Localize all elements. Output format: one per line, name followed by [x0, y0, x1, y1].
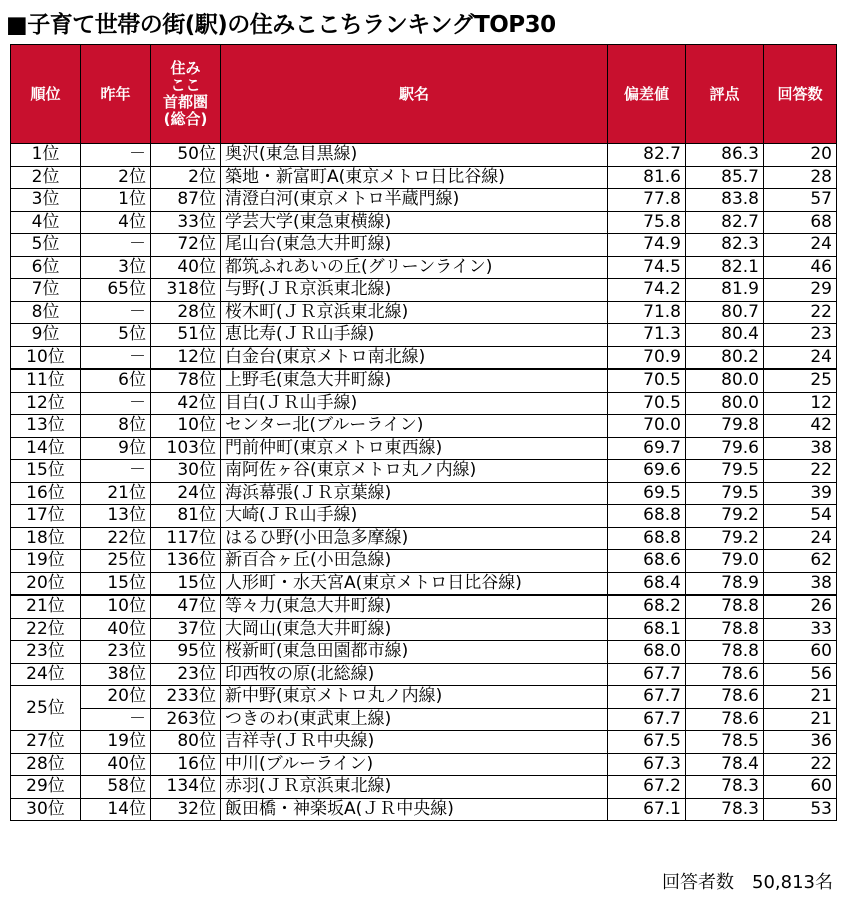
responses-cell: 28	[764, 166, 837, 189]
responses-cell: 36	[764, 731, 837, 754]
metro-rank-cell: 28位	[151, 301, 221, 324]
deviation-cell: 70.5	[608, 369, 686, 392]
metro-rank-cell: 15位	[151, 572, 221, 595]
rank-cell: 8位	[11, 301, 81, 324]
score-cell: 78.3	[686, 776, 764, 799]
rank-cell: 23位	[11, 641, 81, 664]
deviation-cell: 67.2	[608, 776, 686, 799]
table-row	[11, 369, 837, 392]
responses-cell: 23	[764, 324, 837, 347]
station-name-cell: 人形町・水天宮A(東京メトロ日比谷線)	[221, 572, 608, 595]
metro-rank-cell: 37位	[151, 618, 221, 641]
deviation-cell: 81.6	[608, 166, 686, 189]
station-name-cell: 海浜幕張(ＪＲ京葉線)	[221, 482, 608, 505]
metro-rank-cell: 318位	[151, 279, 221, 302]
table-row	[11, 618, 837, 641]
deviation-cell: 71.8	[608, 301, 686, 324]
prev-year-cell: 21位	[81, 482, 151, 505]
rank-cell: 16位	[11, 482, 81, 505]
table-row	[11, 437, 837, 460]
prev-year-cell: －	[81, 708, 151, 731]
rank-cell: 21位	[11, 595, 81, 618]
deviation-cell: 77.8	[608, 189, 686, 212]
station-name-cell: 白金台(東京メトロ南北線)	[221, 346, 608, 369]
deviation-cell: 69.7	[608, 437, 686, 460]
table-row	[11, 279, 837, 302]
metro-rank-cell: 95位	[151, 641, 221, 664]
metro-rank-cell: 136位	[151, 550, 221, 573]
table-row	[11, 686, 837, 709]
metro-rank-cell: 103位	[151, 437, 221, 460]
header-metro-line: 住み	[170, 59, 201, 77]
metro-rank-cell: 263位	[151, 708, 221, 731]
prev-year-cell: －	[81, 234, 151, 257]
station-name-cell: 赤羽(ＪＲ京浜東北線)	[221, 776, 608, 799]
score-cell: 80.0	[686, 369, 764, 392]
deviation-cell: 70.5	[608, 392, 686, 415]
station-name-cell: 南阿佐ヶ谷(東京メトロ丸ノ内線)	[221, 460, 608, 483]
responses-cell: 54	[764, 505, 837, 528]
station-name-cell: 恵比寿(ＪＲ山手線)	[221, 324, 608, 347]
station-name-cell: 新中野(東京メトロ丸ノ内線)	[221, 686, 608, 709]
prev-year-cell: 19位	[81, 731, 151, 754]
table-row	[11, 301, 837, 324]
station-name-cell: はるひ野(小田急多摩線)	[221, 527, 608, 550]
table-row	[11, 415, 837, 438]
station-name-cell: 築地・新富町A(東京メトロ日比谷線)	[221, 166, 608, 189]
score-cell: 82.1	[686, 256, 764, 279]
score-cell: 78.5	[686, 731, 764, 754]
rank-cell: 4位	[11, 211, 81, 234]
rank-cell: 19位	[11, 550, 81, 573]
station-name-cell: 学芸大学(東急東横線)	[221, 211, 608, 234]
deviation-cell: 70.9	[608, 346, 686, 369]
metro-rank-cell: 30位	[151, 460, 221, 483]
metro-rank-cell: 42位	[151, 392, 221, 415]
table-row	[11, 211, 837, 234]
metro-rank-cell: 72位	[151, 234, 221, 257]
station-name-cell: 尾山台(東急大井町線)	[221, 234, 608, 257]
prev-year-cell: 25位	[81, 550, 151, 573]
responses-cell: 21	[764, 708, 837, 731]
prev-year-cell: 58位	[81, 776, 151, 799]
station-name-cell: 飯田橋・神楽坂A(ＪＲ中央線)	[221, 798, 608, 821]
score-cell: 78.9	[686, 572, 764, 595]
metro-rank-cell: 2位	[151, 166, 221, 189]
deviation-cell: 68.6	[608, 550, 686, 573]
rank-cell: 20位	[11, 572, 81, 595]
score-cell: 80.4	[686, 324, 764, 347]
deviation-cell: 68.4	[608, 572, 686, 595]
station-name-cell: 与野(ＪＲ京浜東北線)	[221, 279, 608, 302]
prev-year-cell: 9位	[81, 437, 151, 460]
score-cell: 82.3	[686, 234, 764, 257]
station-name-cell: 桜新町(東急田園都市線)	[221, 641, 608, 664]
prev-year-cell: 6位	[81, 369, 151, 392]
metro-rank-cell: 80位	[151, 731, 221, 754]
responses-cell: 25	[764, 369, 837, 392]
prev-year-cell: 20位	[81, 686, 151, 709]
rank-cell: 11位	[11, 369, 81, 392]
respondent-count: 回答者数 50,813名	[662, 872, 833, 893]
station-name-cell: センター北(ブルーライン)	[221, 415, 608, 438]
table-row	[11, 392, 837, 415]
page-title: ■子育て世帯の街(駅)の住みここちランキングTOP30	[6, 12, 556, 38]
responses-cell: 24	[764, 234, 837, 257]
rank-cell: 13位	[11, 415, 81, 438]
responses-cell: 68	[764, 211, 837, 234]
responses-cell: 21	[764, 686, 837, 709]
rank-cell: 18位	[11, 527, 81, 550]
rank-cell: 12位	[11, 392, 81, 415]
header-score: 評点	[686, 45, 764, 144]
deviation-cell: 70.0	[608, 415, 686, 438]
score-cell: 85.7	[686, 166, 764, 189]
rank-cell: 27位	[11, 731, 81, 754]
metro-rank-cell: 32位	[151, 798, 221, 821]
station-name-cell: 中川(ブルーライン)	[221, 753, 608, 776]
score-cell: 80.2	[686, 346, 764, 369]
deviation-cell: 67.7	[608, 686, 686, 709]
station-name-cell: 奥沢(東急目黒線)	[221, 144, 608, 167]
prev-year-cell: 5位	[81, 324, 151, 347]
prev-year-cell: 40位	[81, 753, 151, 776]
station-name-cell: つきのわ(東武東上線)	[221, 708, 608, 731]
station-name-cell: 大崎(ＪＲ山手線)	[221, 505, 608, 528]
rank-cell: 2位	[11, 166, 81, 189]
table-row	[11, 776, 837, 799]
score-cell: 78.8	[686, 618, 764, 641]
rank-cell: 1位	[11, 144, 81, 167]
responses-cell: 33	[764, 618, 837, 641]
responses-cell: 60	[764, 776, 837, 799]
metro-rank-cell: 16位	[151, 753, 221, 776]
score-cell: 80.7	[686, 301, 764, 324]
score-cell: 78.3	[686, 798, 764, 821]
metro-rank-cell: 78位	[151, 369, 221, 392]
header-responses: 回答数	[764, 45, 837, 144]
rank-cell: 10位	[11, 346, 81, 369]
responses-cell: 24	[764, 527, 837, 550]
rank-cell: 22位	[11, 618, 81, 641]
station-name-cell: 大岡山(東急大井町線)	[221, 618, 608, 641]
metro-rank-cell: 117位	[151, 527, 221, 550]
rank-cell: 6位	[11, 256, 81, 279]
table-row	[11, 641, 837, 664]
score-cell: 78.4	[686, 753, 764, 776]
rank-cell: 3位	[11, 189, 81, 212]
score-cell: 79.0	[686, 550, 764, 573]
table-row	[11, 550, 837, 573]
prev-year-cell: 10位	[81, 595, 151, 618]
rank-cell: 7位	[11, 279, 81, 302]
prev-year-cell: －	[81, 301, 151, 324]
prev-year-cell: －	[81, 460, 151, 483]
score-cell: 80.0	[686, 392, 764, 415]
table-row	[11, 346, 837, 369]
metro-rank-cell: 87位	[151, 189, 221, 212]
station-name-cell: 目白(ＪＲ山手線)	[221, 392, 608, 415]
header-metro-line: ここ	[170, 76, 201, 94]
table-row	[11, 527, 837, 550]
header-prev-year: 昨年	[81, 45, 151, 144]
metro-rank-cell: 134位	[151, 776, 221, 799]
table-row	[11, 166, 837, 189]
score-cell: 79.2	[686, 527, 764, 550]
responses-cell: 12	[764, 392, 837, 415]
responses-cell: 57	[764, 189, 837, 212]
prev-year-cell: 2位	[81, 166, 151, 189]
header-metro-line: (総合)	[163, 110, 208, 128]
metro-rank-cell: 81位	[151, 505, 221, 528]
deviation-cell: 68.0	[608, 641, 686, 664]
table-row	[11, 256, 837, 279]
score-cell: 78.6	[686, 663, 764, 686]
prev-year-cell: －	[81, 346, 151, 369]
prev-year-cell: 65位	[81, 279, 151, 302]
prev-year-cell: 38位	[81, 663, 151, 686]
deviation-cell: 67.3	[608, 753, 686, 776]
responses-cell: 42	[764, 415, 837, 438]
table-row	[11, 708, 837, 731]
rank-cell: 17位	[11, 505, 81, 528]
metro-rank-cell: 47位	[151, 595, 221, 618]
deviation-cell: 67.5	[608, 731, 686, 754]
table-row	[11, 482, 837, 505]
table-row	[11, 731, 837, 754]
rank-cell: 28位	[11, 753, 81, 776]
rank-cell: 15位	[11, 460, 81, 483]
responses-cell: 38	[764, 437, 837, 460]
responses-cell: 29	[764, 279, 837, 302]
header-rank: 順位	[11, 45, 81, 144]
station-name-cell: 等々力(東急大井町線)	[221, 595, 608, 618]
deviation-cell: 74.2	[608, 279, 686, 302]
ranking-table	[10, 44, 837, 821]
table-row	[11, 144, 837, 167]
score-cell: 81.9	[686, 279, 764, 302]
station-name-cell: 印西牧の原(北総線)	[221, 663, 608, 686]
score-cell: 78.8	[686, 595, 764, 618]
header-deviation: 偏差値	[608, 45, 686, 144]
prev-year-cell: 15位	[81, 572, 151, 595]
header-metro-line: 首都圏	[162, 93, 208, 111]
responses-cell: 39	[764, 482, 837, 505]
score-cell: 83.8	[686, 189, 764, 212]
deviation-cell: 68.8	[608, 527, 686, 550]
deviation-cell: 75.8	[608, 211, 686, 234]
table-row	[11, 324, 837, 347]
prev-year-cell: 22位	[81, 527, 151, 550]
rank-cell: 14位	[11, 437, 81, 460]
prev-year-cell: 40位	[81, 618, 151, 641]
responses-cell: 22	[764, 301, 837, 324]
table-row	[11, 595, 837, 618]
score-cell: 79.8	[686, 415, 764, 438]
station-name-cell: 新百合ヶ丘(小田急線)	[221, 550, 608, 573]
deviation-cell: 69.5	[608, 482, 686, 505]
prev-year-cell: 1位	[81, 189, 151, 212]
responses-cell: 46	[764, 256, 837, 279]
responses-cell: 20	[764, 144, 837, 167]
responses-cell: 60	[764, 641, 837, 664]
header-metro	[151, 45, 221, 144]
table-row	[11, 798, 837, 821]
prev-year-cell: 4位	[81, 211, 151, 234]
metro-rank-cell: 12位	[151, 346, 221, 369]
metro-rank-cell: 24位	[151, 482, 221, 505]
metro-rank-cell: 33位	[151, 211, 221, 234]
header-station: 駅名	[221, 45, 608, 144]
score-cell: 78.6	[686, 708, 764, 731]
prev-year-cell: －	[81, 144, 151, 167]
rank-cell: 9位	[11, 324, 81, 347]
prev-year-cell: 23位	[81, 641, 151, 664]
station-name-cell: 都筑ふれあいの丘(グリーンライン)	[221, 256, 608, 279]
deviation-cell: 68.2	[608, 595, 686, 618]
metro-rank-cell: 40位	[151, 256, 221, 279]
score-cell: 86.3	[686, 144, 764, 167]
responses-cell: 26	[764, 595, 837, 618]
metro-rank-cell: 23位	[151, 663, 221, 686]
prev-year-cell: 14位	[81, 798, 151, 821]
score-cell: 78.8	[686, 641, 764, 664]
station-name-cell: 清澄白河(東京メトロ半蔵門線)	[221, 189, 608, 212]
responses-cell: 22	[764, 460, 837, 483]
deviation-cell: 74.9	[608, 234, 686, 257]
rank-cell: 30位	[11, 798, 81, 821]
responses-cell: 38	[764, 572, 837, 595]
prev-year-cell: 8位	[81, 415, 151, 438]
deviation-cell: 67.7	[608, 708, 686, 731]
score-cell: 79.6	[686, 437, 764, 460]
metro-rank-cell: 10位	[151, 415, 221, 438]
deviation-cell: 67.1	[608, 798, 686, 821]
table-row	[11, 234, 837, 257]
station-name-cell: 桜木町(ＪＲ京浜東北線)	[221, 301, 608, 324]
metro-rank-cell: 233位	[151, 686, 221, 709]
station-name-cell: 上野毛(東急大井町線)	[221, 369, 608, 392]
table-row	[11, 460, 837, 483]
station-name-cell: 吉祥寺(ＪＲ中央線)	[221, 731, 608, 754]
rank-cell: 5位	[11, 234, 81, 257]
prev-year-cell: 3位	[81, 256, 151, 279]
score-cell: 79.5	[686, 482, 764, 505]
deviation-cell: 68.1	[608, 618, 686, 641]
responses-cell: 56	[764, 663, 837, 686]
rank-cell: 25位	[11, 686, 81, 731]
table-row	[11, 505, 837, 528]
score-cell: 79.2	[686, 505, 764, 528]
table-row	[11, 753, 837, 776]
header-row	[11, 45, 837, 144]
responses-cell: 22	[764, 753, 837, 776]
table-row	[11, 572, 837, 595]
deviation-cell: 68.8	[608, 505, 686, 528]
station-name-cell: 門前仲町(東京メトロ東西線)	[221, 437, 608, 460]
deviation-cell: 82.7	[608, 144, 686, 167]
prev-year-cell: 13位	[81, 505, 151, 528]
score-cell: 78.6	[686, 686, 764, 709]
metro-rank-cell: 50位	[151, 144, 221, 167]
table-row	[11, 189, 837, 212]
table-row	[11, 663, 837, 686]
responses-cell: 53	[764, 798, 837, 821]
deviation-cell: 67.7	[608, 663, 686, 686]
responses-cell: 24	[764, 346, 837, 369]
responses-cell: 62	[764, 550, 837, 573]
deviation-cell: 71.3	[608, 324, 686, 347]
rank-cell: 29位	[11, 776, 81, 799]
metro-rank-cell: 51位	[151, 324, 221, 347]
deviation-cell: 69.6	[608, 460, 686, 483]
prev-year-cell: －	[81, 392, 151, 415]
score-cell: 82.7	[686, 211, 764, 234]
rank-cell: 24位	[11, 663, 81, 686]
deviation-cell: 74.5	[608, 256, 686, 279]
score-cell: 79.5	[686, 460, 764, 483]
